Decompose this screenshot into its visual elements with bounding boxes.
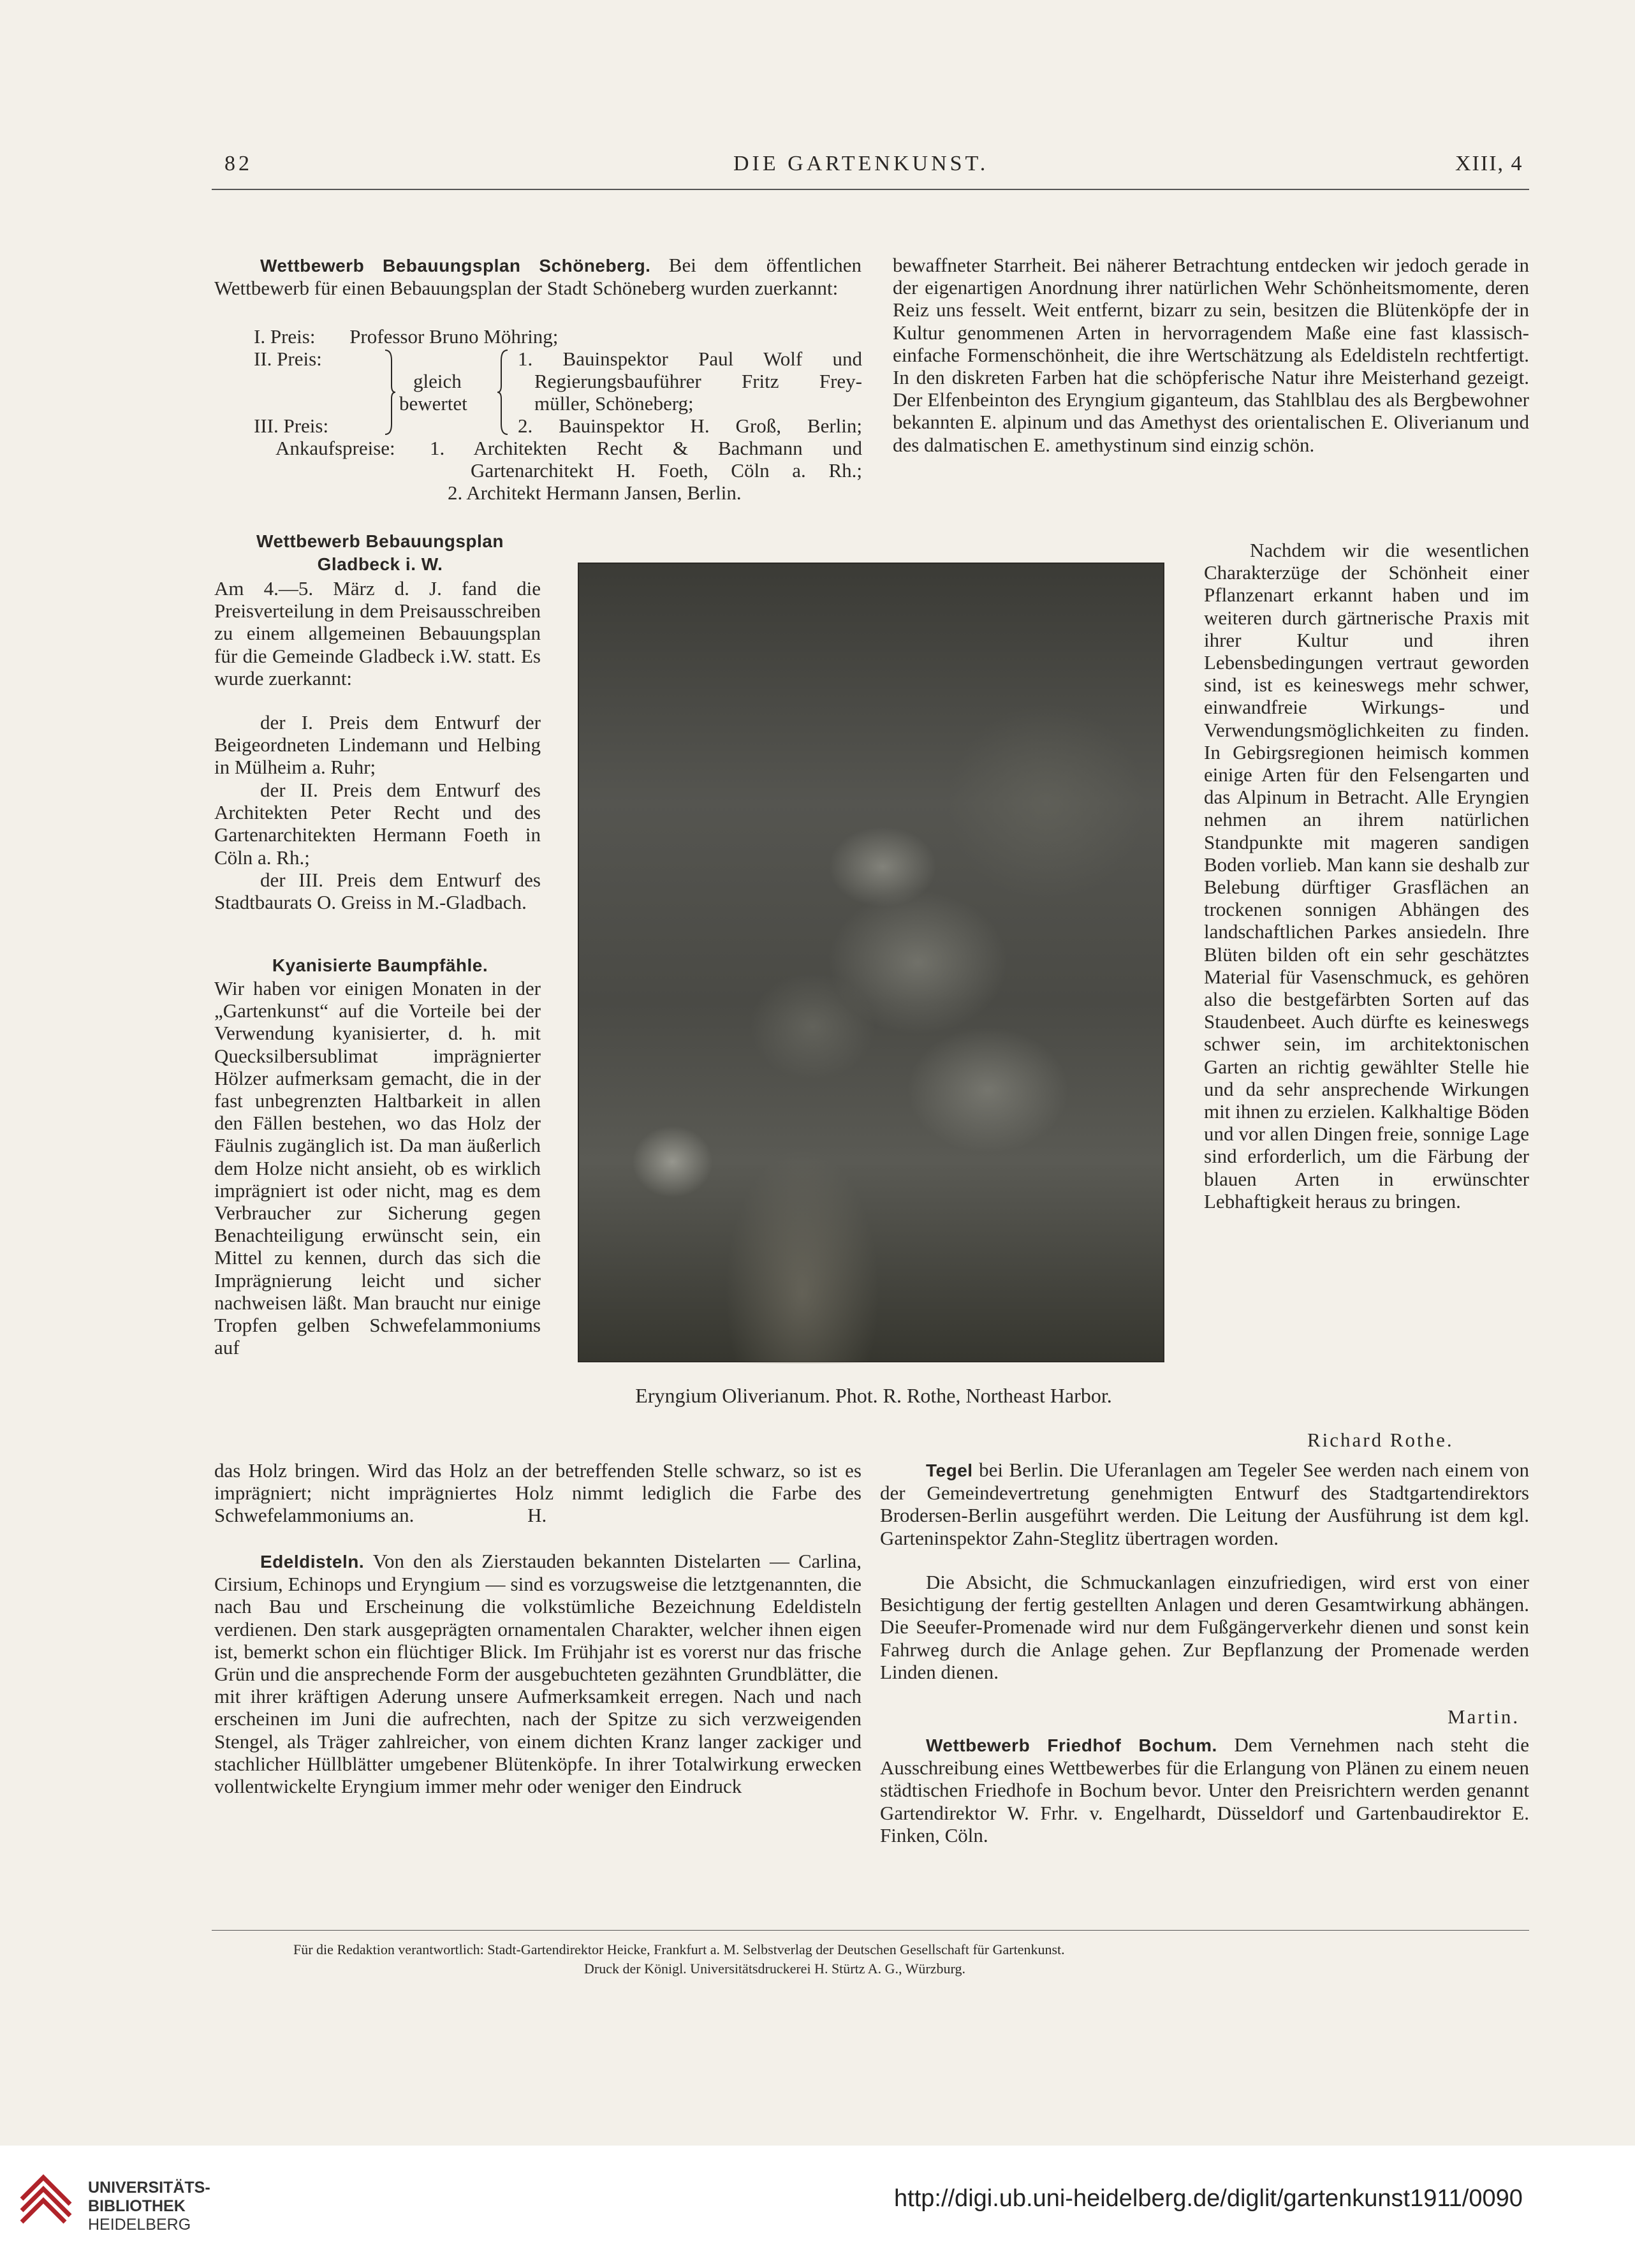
figure-caption: Eryngium Oliverianum. Phot. R. Rothe, Northeast Harbor. [635, 1384, 1112, 1407]
article-body: Die Absicht, die Schmuckanlagen einzufriedigen, wird erst von einer Besichtigung der fertig gestellten Anlagen und deren Gesamtwirkung abhängen. Die Seeufer-Promenade wird nur dem Fußgängerverkehr dienen und sonst kein Fahrweg durch die Anlage gehen. Zur Bepflanzung der Promenade werden Linden dienen. [880, 1571, 1529, 1683]
footer-rule [212, 1930, 1529, 1931]
article-body: Bei dem öffentlichen Wettbewerb für einen Bebauungsplan der Stadt Schöneberg wurden zuerkannt: [214, 254, 862, 300]
article-schoeneberg-intro [214, 254, 861, 299]
library-name-line3: HEIDELBERG [88, 2216, 191, 2234]
article-tegel-body [880, 1459, 1529, 1549]
ankauf-line2: Gartenarchitekt H. Foeth, Cöln a. Rh.; [471, 459, 862, 482]
article-baumpfaehle-heading [214, 954, 546, 976]
article-edeldisteln-narrow: Nachdem wir die wesentlichen Charakterzüge der Schönheit einer Pflanzenart erkannt haben und im weiteren durch gärtnerische Praxis mit ihrer Kultur und ihren Lebensbedingungen vertraut geworden sind, ist es keineswegs mehr schwer, einwandfreie Wirkungs- und Verwendungsmöglichkeiten zu finden. In Gebirgsregionen heimisch kommen einige Arten für den Felsengarten und das Alpinum in Betracht. Alle Eryngien nehmen an ihrem natürlichen Standpunkte mit mageren sandigen Boden vorlieb. Man kann sie deshalb zur Belebung dürftiger Grasflächen an trockenen sonnigen Abhängen des landschaftlichen Parkes ansiedeln. Ihre Blüten bilden oft ein sehr geschätztes Material für Vasenschmuck, es gehören also die bestgefärbten Sorten auf das Staudenbeet. Auch dürfte es keineswegs schwer sein, im architektonischen Garten an richtig gewählter Stelle hie und da sehr ansprechende Wirkungen mit ihnen zu erzielen. Kalkhaltige Böden und vor allen Dingen freie, sonnige Lage sind erforderlich, um die Färbung der blauen Arten in erwünschter Lebhaftigkeit heraus zu bringen. [1204, 539, 1529, 1212]
bewertet-label: bewertet [399, 392, 467, 415]
prize-3-value: 2. Bauinspektor H. Groß, Berlin; [518, 415, 862, 437]
article-signature: H. [527, 1504, 547, 1527]
header-rule [212, 189, 1529, 190]
ankauf-line1: 1. Architekten Recht & Bachmann und [430, 437, 862, 459]
volume-issue: XIII, 4 [1455, 152, 1523, 175]
ankauf-line3: 2. Architekt Hermann Jansen, Berlin. [448, 482, 742, 504]
article-heading: Wettbewerb Bebauungsplan Schöneberg. [260, 256, 651, 276]
prize-2-line1: 1. Bauinspektor Paul Wolf und [518, 348, 862, 370]
journal-title: DIE GARTENKUNST. [733, 152, 989, 175]
article-heading: Wettbewerb Friedhof Bochum. [926, 1735, 1217, 1755]
article-gladbeck-p3: der II. Preis dem Entwurf des Architekten Peter Recht und des Gartenarchitekten Hermann Foeth in Cöln a. Rh.; [214, 779, 541, 869]
article-gladbeck-p1: Am 4.—5. März d. J. fand die Preisverteilung in dem Preisausschreiben zu einem allgemeinen Bebauungsplan für die Gemeinde Gladbeck i.W. statt. Es wurde zuerkannt: [214, 577, 541, 689]
prize-2-line3: müller, Schöneberg; [534, 392, 694, 415]
prize-2-line2: Regierungsbauführer Fritz Frey- [534, 370, 862, 392]
prize-3-label: III. Preis: [254, 415, 329, 437]
article-baumpfaehle-body-wide [214, 1459, 861, 1527]
article-heading: Kyanisierte Baumpfähle. [272, 955, 488, 975]
ankauf-label: Ankaufspreise: [275, 437, 395, 459]
article-heading: Wettbewerb Bebauungsplan Gladbeck i. W. [256, 531, 504, 575]
footer-line-1: Für die Redaktion verantwortlich: Stadt-Gartendirektor Heicke, Frankfurt a. M. Selbstverlag der Deutschen Gesellschaft für Gartenkunst. [293, 1941, 1065, 1957]
prize-2-label: II. Preis: [254, 348, 322, 370]
article-edeldisteln-continued: bewaffneter Starrheit. Bei näherer Betrachtung entdecken wir jedoch gerade in der eigenartigen Anordnung ihrer natürlichen Wehr Schönheitsmomente, deren Reiz uns fesselt. Weit entfernt, bizarr zu sein, besitzen die Blütenköpfe der in Kultur genommenen Arten in hervorragendem Maße eine fast klassisch-einfache Formenschönheit, die ihre Wertschätzung als Edeldisteln rechtfertigt. In den diskreten Farben hat die schöpferische Natur ihre Meisterhand gezeigt. Der Elfenbeinton des Eryngium giganteum, das Stahlblau des als Bergbewohner bekannten E. alpinum und das Amethyst des orientalischen E. Oliverianum und des dalmatischen E. amethystinum sind einzig schön. [893, 254, 1529, 456]
library-footer-bar [0, 2146, 1635, 2268]
article-heading: Edeldisteln. [260, 1552, 365, 1572]
garden-path-shade [681, 1010, 923, 1364]
article-baumpfaehle-body: Wir haben vor einigen Monaten in der „Gartenkunst“ auf die Vorteile bei der Verwendung kyanisierter, d. h. mit Quecksilbersublimat imprägnierter Hölzer aufmerksam gemacht, die in der fast unbegrenzten Haltbarkeit in allen den Fällen bestehen, wo das Holz der Fäulnis zugänglich ist. Da man äußerlich dem Holze nicht ansieht, ob es wirklich imprägniert ist oder nicht, mag es dem Verbraucher zur Sicherung gegen Benachteiligung erwünscht sein, ein Mittel zu kennen, durch das sich die Imprägnierung leicht und sicher nachweisen läßt. Man braucht nur einige Tropfen gelben Schwefelammoniums auf [214, 977, 541, 1359]
prize-label: I. Preis: [254, 325, 316, 348]
footer-line-2: Druck der Königl. Universitätsdruckerei H. Stürtz A. G., Würzburg. [584, 1961, 965, 1977]
gleich-label: gleich [413, 370, 462, 392]
article-gladbeck-heading [214, 529, 546, 575]
library-name [88, 2179, 210, 2234]
ub-heidelberg-logo-icon [18, 2174, 74, 2230]
article-gladbeck-p4: der III. Preis dem Entwurf des Stadtbaurats O. Greiss in M.-Gladbach. [214, 869, 541, 914]
article-tegel-body-2 [880, 1571, 1529, 1683]
article-body: bei Berlin. Die Uferanlagen am Tegeler See werden nach einem von der Gemeindevertretung genehmigten Entwurf des Stadtgartendirektors Brodersen-Berlin ausgeführt werden. Die Leitung der Ausführung ist dem kgl. Garteninspektor Zahn-Steglitz übertragen worden. [880, 1459, 1529, 1549]
eryngium-photograph [578, 563, 1164, 1362]
article-bochum-body [880, 1734, 1529, 1846]
article-body: das Holz bringen. Wird das Holz an der betreffenden Stelle schwarz, so ist es imprägniert; nicht imprägniertes Holz nimmt lediglich die Farbe des Schwefelammoniums an. [214, 1459, 861, 1527]
library-name-line1: UNIVERSITÄTS- [88, 2179, 210, 2197]
prize-1 [254, 325, 558, 348]
article-edeldisteln-body [214, 1550, 861, 1797]
library-name-line2: BIBLIOTHEK [88, 2197, 186, 2215]
right-brace [495, 348, 510, 437]
left-brace [383, 348, 398, 437]
source-url-link[interactable]: http://digi.ub.uni-heidelberg.de/diglit/gartenkunst1911/0090 [894, 2185, 1523, 2212]
article-signature: Martin. [1448, 1705, 1520, 1728]
article-signature: Richard Rothe. [1307, 1429, 1454, 1451]
article-gladbeck-p2: der I. Preis dem Entwurf der Beigeordneten Lindemann und Helbing in Mülheim a. Ruhr; [214, 711, 541, 779]
article-heading: Tegel [926, 1461, 973, 1480]
article-body: Von den als Zierstauden bekannten Distelarten — Carlina, Cirsium, Echinops und Eryngium — sind es vorzugsweise die letztgenannten, die nach Bau und Erscheinung die volkstümliche Bezeichnung Edeldisteln verdienen. Den stark ausgeprägten ornamentalen Charakter, welcher ihnen eigen ist, bemerkt schon ein flüchtiger Blick. Im Frühjahr ist es vorerst nur das frische Grün und die ansprechende Form der ausgebuchteten gezähnten Grundblätter, die mit ihrer kräftigen Aderung unsere Aufmerksamkeit erregen. Nach und nach erscheinen im Juni die aufrechten, nach der Spitze zu sich verzweigenden Stengel, als Träger zahlreicher, von einem dichten Kranz langer zackiger und stachlicher Hüllblätter umgebener Blütenköpfe. In ihrer Totalwirkung erwecken vollentwickelte Eryngium immer mehr oder weniger den Eindruck [214, 1550, 861, 1798]
prize-value: Professor Bruno Möhring; [349, 325, 559, 348]
article-body: Dem Vernehmen nach steht die Ausschreibung eines Wettbewerbes für die Erlangung von Plänen zu einem neuen städtischen Friedhofe in Bochum bevor. Unter den Preisrichtern werden genannt Gartendirektor W. Frhr. v. Engelhardt, Düsseldorf und Gartenbaudirektor E. Finken, Cöln. [880, 1734, 1529, 1846]
page-number: 82 [224, 152, 253, 175]
